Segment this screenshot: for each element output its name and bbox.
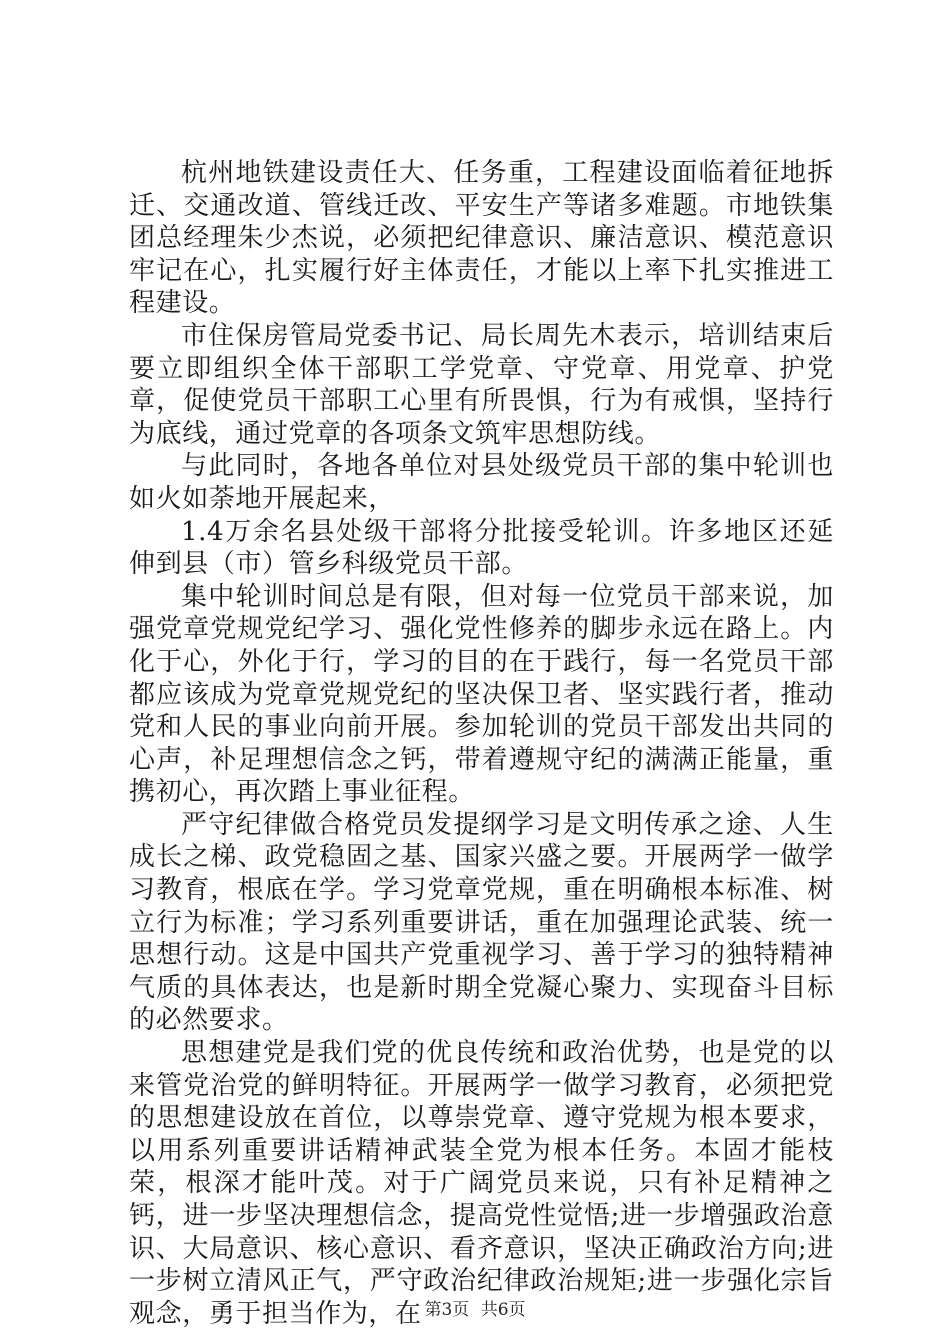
page-footer	[0, 1299, 950, 1321]
paragraph: 与此同时，各地各单位对县处级党员干部的集中轮训也如火如荼地开展起来，	[129, 451, 834, 514]
page-number: 第3页	[424, 1300, 470, 1320]
paragraph: 严守纪律做合格党员发提纲学习是文明传承之途、人生成长之梯、政党稳固之基、国家兴盛之要。开展两学一做学习教育，根底在学。学习党章党规，重在明确根本标准、树立行为标准；学习系列重要讲话，重在加强理论武装、统一思想行动。这是中国共产党重视学习、善于学习的独特精神气质的具体表达，也是新时期全党凝心聚力、实现奋斗目标的必然要求。	[129, 809, 834, 1036]
paragraph: 集中轮训时间总是有限，但对每一位党员干部来说，加强党章党规党纪学习、强化党性修养的脚步永远在路上。内化于心，外化于行，学习的目的在于践行，每一名党员干部都应该成为党章党规党纪的坚决保卫者、坚实践行者，推动党和人民的事业向前开展。参加轮训的党员干部发出共同的心声，补足理想信念之钙，带着遵规守纪的满满正能量，重携初心，再次踏上事业征程。	[129, 581, 834, 808]
page-total: 共6页	[480, 1300, 526, 1320]
document-body	[129, 157, 834, 1330]
paragraph: 市住保房管局党委书记、局长周先木表示，培训结束后要立即组织全体干部职工学党章、守党章、用党章、护党章，促使党员干部职工心里有所畏惧，行为有戒惧，坚持行为底线，通过党章的各项条文筑牢思想防线。	[129, 320, 834, 449]
paragraph: 1.4万余名县处级干部将分批接受轮训。许多地区还延伸到县（市）管乡科级党员干部。	[129, 516, 834, 580]
paragraph: 思想建党是我们党的优良传统和政治优势，也是党的以来管党治党的鲜明特征。开展两学一做学习教育，必须把党的思想建设放在首位，以尊崇党章、遵守党规为根本要求，以用系列重要讲话精神武装全党为根本任务。本固才能枝荣，根深才能叶茂。对于广阔党员来说，只有补足精神之钙，进一步坚决理想信念，提高党性觉悟;进一步增强政治意识、大局意识、核心意识、看齐意识，坚决正确政治方向;进一步树立清风正气，严守政治纪律政治规矩;进一步强化宗旨观念，勇于担当作为，在	[129, 1038, 834, 1329]
paragraph: 杭州地铁建设责任大、任务重，工程建设面临着征地拆迁、交通改道、管线迁改、平安生产等诸多难题。市地铁集团总经理朱少杰说，必须把纪律意识、廉洁意识、模范意识牢记在心，扎实履行好主体责任，才能以上率下扎实推进工程建设。	[129, 158, 834, 319]
